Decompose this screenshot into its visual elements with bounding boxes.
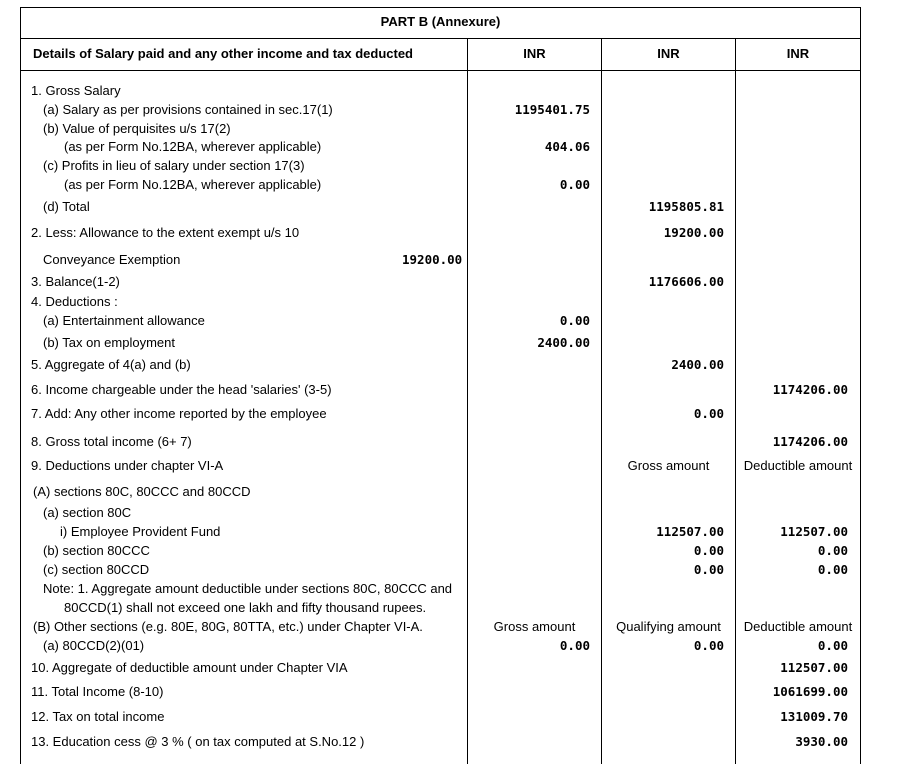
- header-col1: INR: [523, 46, 546, 61]
- row-col2-value: 0.00: [693, 562, 724, 577]
- header-col3: INR: [786, 46, 810, 61]
- border-top: [20, 7, 861, 8]
- row-label: Conveyance Exemption: [43, 252, 181, 267]
- row-label: Note: 1. Aggregate amount deductible under sections 80C, 80CCC and: [43, 581, 453, 596]
- row-label: (b) Tax on employment: [43, 335, 175, 350]
- header-col2: INR: [657, 46, 680, 61]
- row-col2-value: 2400.00: [671, 357, 724, 372]
- row-col2-value: 0.00: [693, 638, 724, 653]
- row-label: 13. Education cess @ 3 % ( on tax computed at S.No.12 ): [31, 734, 365, 749]
- divider-col2: [601, 38, 602, 764]
- row-col1-value: 0.00: [559, 638, 590, 653]
- row-label: i) Employee Provident Fund: [60, 524, 221, 539]
- border-right: [860, 7, 861, 764]
- row-label: 10. Aggregate of deductible amount under Chapter VIA: [31, 660, 348, 675]
- row-label: 9. Deductions under chapter VI-A: [31, 458, 224, 473]
- row-col3-value: 131009.70: [780, 709, 848, 724]
- row-col3-value: 112507.00: [780, 660, 848, 675]
- row-label: (a) Entertainment allowance: [43, 313, 205, 328]
- row-col1-value: 1195401.75: [514, 102, 590, 117]
- row-col2-heading: Gross amount: [627, 458, 710, 473]
- header-details: Details of Salary paid and any other income and tax deducted: [33, 46, 413, 61]
- row-col1-value: 0.00: [559, 177, 590, 192]
- row-col2-heading: Qualifying amount: [616, 619, 721, 634]
- row-label: 4. Deductions :: [31, 294, 118, 309]
- row-col2-value: 1195805.81: [648, 199, 724, 214]
- row-col1-heading: Gross amount: [493, 619, 576, 634]
- row-col3-heading: Deductible amount: [743, 458, 853, 473]
- row-col2-value: 0.00: [693, 543, 724, 558]
- row-label: 3. Balance(1-2): [31, 274, 120, 289]
- row-label: (as per Form No.12BA, wherever applicable): [64, 177, 322, 192]
- row-col3-value: 0.00: [817, 543, 848, 558]
- row-col2-value: 19200.00: [663, 225, 724, 240]
- row-col3-value: 1174206.00: [772, 434, 848, 449]
- row-col3-value: 0.00: [817, 562, 848, 577]
- row-col3-heading: Deductible amount: [743, 619, 853, 634]
- row-label: (c) Profits in lieu of salary under section 17(3): [43, 158, 305, 173]
- row-label: (a) section 80C: [43, 505, 132, 520]
- row-label: (b) Value of perquisites u/s 17(2): [43, 121, 231, 136]
- row-col3-value: 3930.00: [795, 734, 848, 749]
- row-col3-value: 1061699.00: [772, 684, 848, 699]
- row-label: (as per Form No.12BA, wherever applicable): [64, 139, 322, 154]
- border-left: [20, 7, 21, 764]
- row-label: (a) Salary as per provisions contained in sec.17(1): [43, 102, 333, 117]
- row-label: 80CCD(1) shall not exceed one lakh and fifty thousand rupees.: [64, 600, 427, 615]
- row-label: (B) Other sections (e.g. 80E, 80G, 80TTA, etc.) under Chapter VI-A.: [33, 619, 423, 634]
- divider-col3: [735, 38, 736, 764]
- row-col2-value: 0.00: [693, 406, 724, 421]
- row-col1-value: 0.00: [559, 313, 590, 328]
- row-col1-value: 404.06: [544, 139, 590, 154]
- row-label: 2. Less: Allowance to the extent exempt u/s 10: [31, 225, 300, 240]
- row-label: 11. Total Income (8-10): [31, 684, 164, 699]
- row-label: 8. Gross total income (6+ 7): [31, 434, 192, 449]
- row-label: (c) section 80CCD: [43, 562, 150, 577]
- page-title: PART B (Annexure): [380, 14, 501, 29]
- row-label: 7. Add: Any other income reported by the employee: [31, 406, 327, 421]
- row-label: 6. Income chargeable under the head 'salaries' (3-5): [31, 382, 332, 397]
- row-label: (b) section 80CCC: [43, 543, 150, 558]
- row-col1-value: 2400.00: [537, 335, 590, 350]
- row-label: 12. Tax on total income: [31, 709, 165, 724]
- row-label: 5. Aggregate of 4(a) and (b): [31, 357, 191, 372]
- row-label: (A) sections 80C, 80CCC and 80CCD: [33, 484, 251, 499]
- row-col2-value: 112507.00: [656, 524, 724, 539]
- row-col2-value: 1176606.00: [648, 274, 724, 289]
- row-label: 1. Gross Salary: [31, 83, 121, 98]
- row-col3-value: 0.00: [817, 638, 848, 653]
- row-label: (a) 80CCD(2)(01): [43, 638, 145, 653]
- row-inline-value: 19200.00: [402, 252, 463, 267]
- row-label: (d) Total: [43, 199, 90, 214]
- row-col3-value: 1174206.00: [772, 382, 848, 397]
- row-col3-value: 112507.00: [780, 524, 848, 539]
